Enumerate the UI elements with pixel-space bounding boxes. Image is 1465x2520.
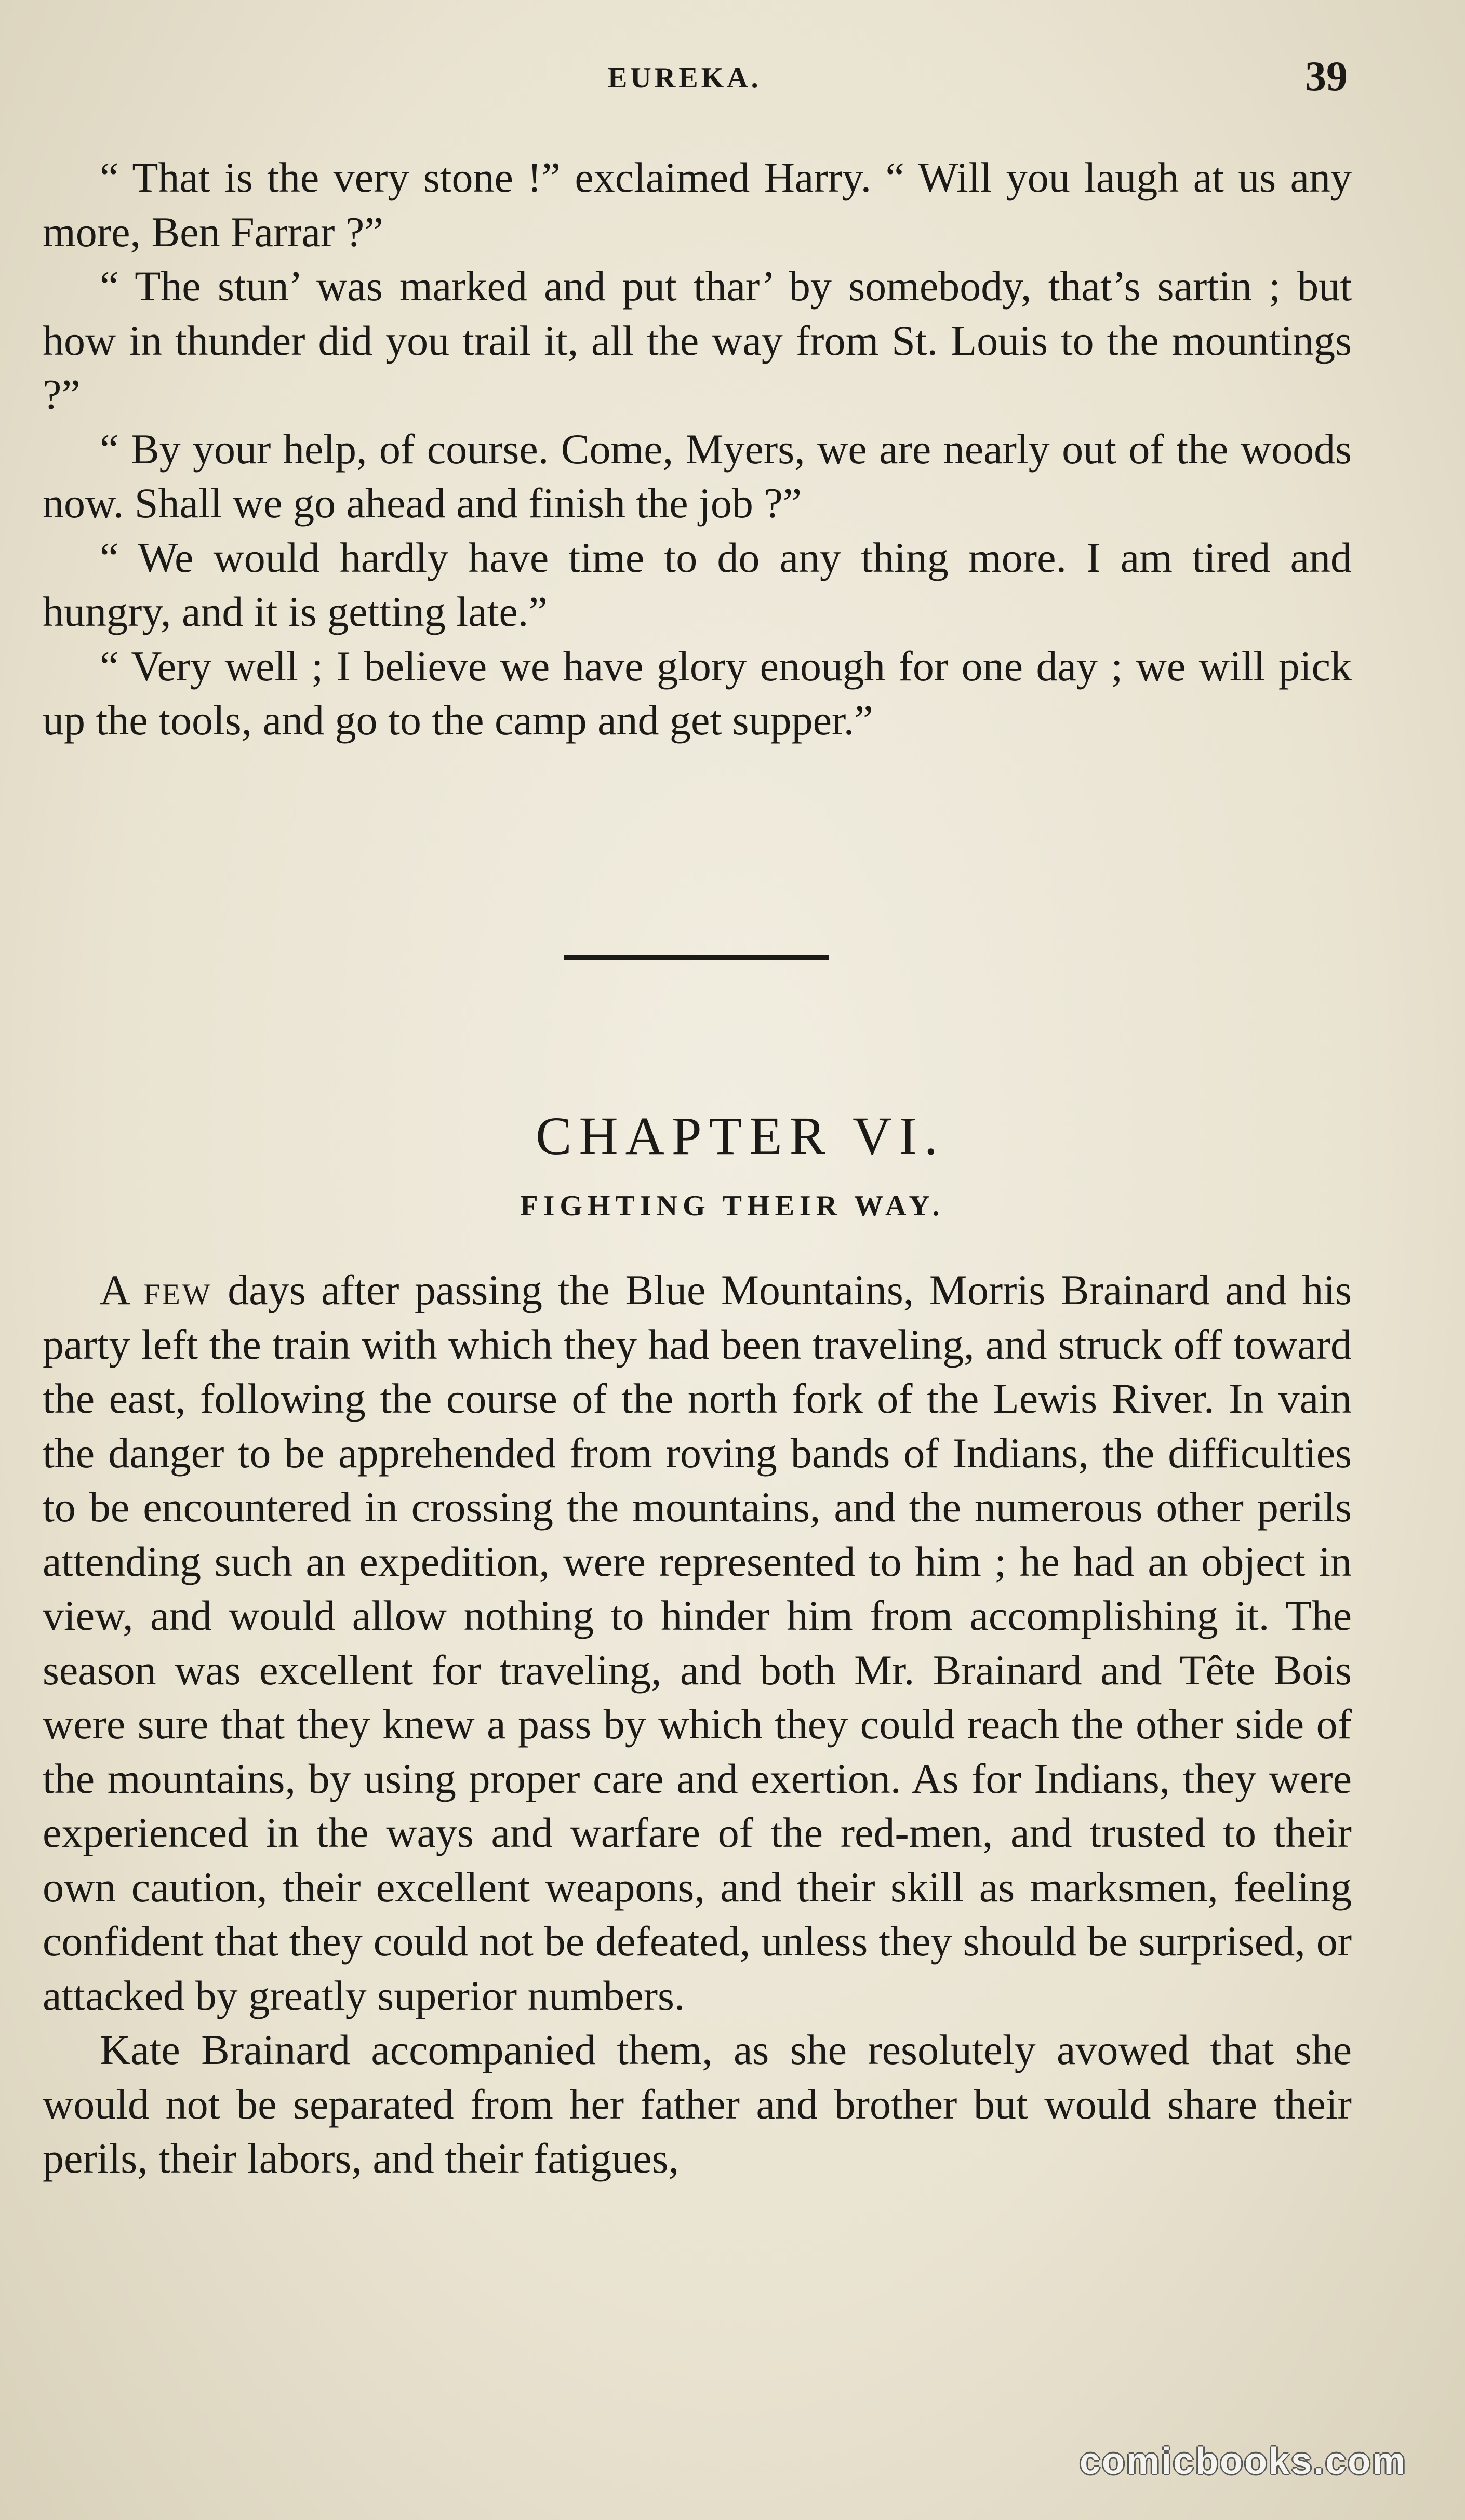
lead-word: few bbox=[143, 1266, 212, 1313]
chapter-subtitle: FIGHTING THEIR WAY. bbox=[520, 1190, 945, 1222]
dialogue-paragraph: “ We would hardly have time to do any thing more. I am tired and hungry, and it is getting late.” bbox=[43, 533, 1352, 635]
dialogue-paragraph: “ That is the very stone !” exclaimed Harry. “ Will you laugh at us any more, Ben Farrar ?” bbox=[43, 154, 1352, 256]
dialogue-paragraph: “ By your help, of course. Come, Myers, we are nearly out of the woods now. Shall we go ahead and finish the job ?” bbox=[43, 425, 1352, 527]
page-number: 39 bbox=[1305, 52, 1348, 100]
running-head: EUREKA. bbox=[608, 62, 762, 94]
watermark: comicbooks.com bbox=[1080, 2441, 1407, 2482]
chapter-title: CHAPTER VI. bbox=[536, 1106, 945, 1166]
dialogue-paragraph: “ Very well ; I believe we have glory enough for one day ; we will pick up the tools, and go to the camp and get supper.” bbox=[43, 642, 1352, 744]
chapter-body bbox=[43, 1263, 1352, 2186]
paragraph-text: days after passing the Blue Mountains, Morris Brainard and his party left the train with which they had been traveling, and struck off toward the east, following the course of the north fork of the Lewis River. In vain the danger to be apprehended from roving bands of Indians, the difficulties to be encountered in crossing the mountains, and the numerous other perils attending such an expedition, were represented to him ; he had an object in view, and would allow nothing to hinder him from accomplishing it. The season was excellent for traveling, and both Mr. Brainard and Tête Bois were sure that they knew a pass by which they could reach the other side of the mountains, by using proper care and exertion. As for Indians, they were experienced in the ways and warfare of the red-men, and trusted to their own caution, their excellent weapons, and their skill as marksmen, feeling confident that they could not be defeated, unless they should be surprised, or attacked by greatly superior numbers. bbox=[43, 1266, 1352, 2019]
dialogue-block bbox=[43, 151, 1352, 748]
lead-letter: A bbox=[100, 1266, 128, 1313]
body-paragraph bbox=[43, 1263, 1352, 2023]
body-paragraph: Kate Brainard accompanied them, as she resolutely avowed that she would not be separated from her father and brother but would share their perils, their labors, and their fatigues, bbox=[43, 2026, 1352, 2182]
page-header bbox=[0, 52, 1465, 109]
dialogue-paragraph: “ The stun’ was marked and put thar’ by somebody, that’s sartin ; but how in thunder did you trail it, all the way from St. Louis to the mountings ?” bbox=[43, 262, 1352, 418]
section-divider bbox=[564, 955, 829, 960]
